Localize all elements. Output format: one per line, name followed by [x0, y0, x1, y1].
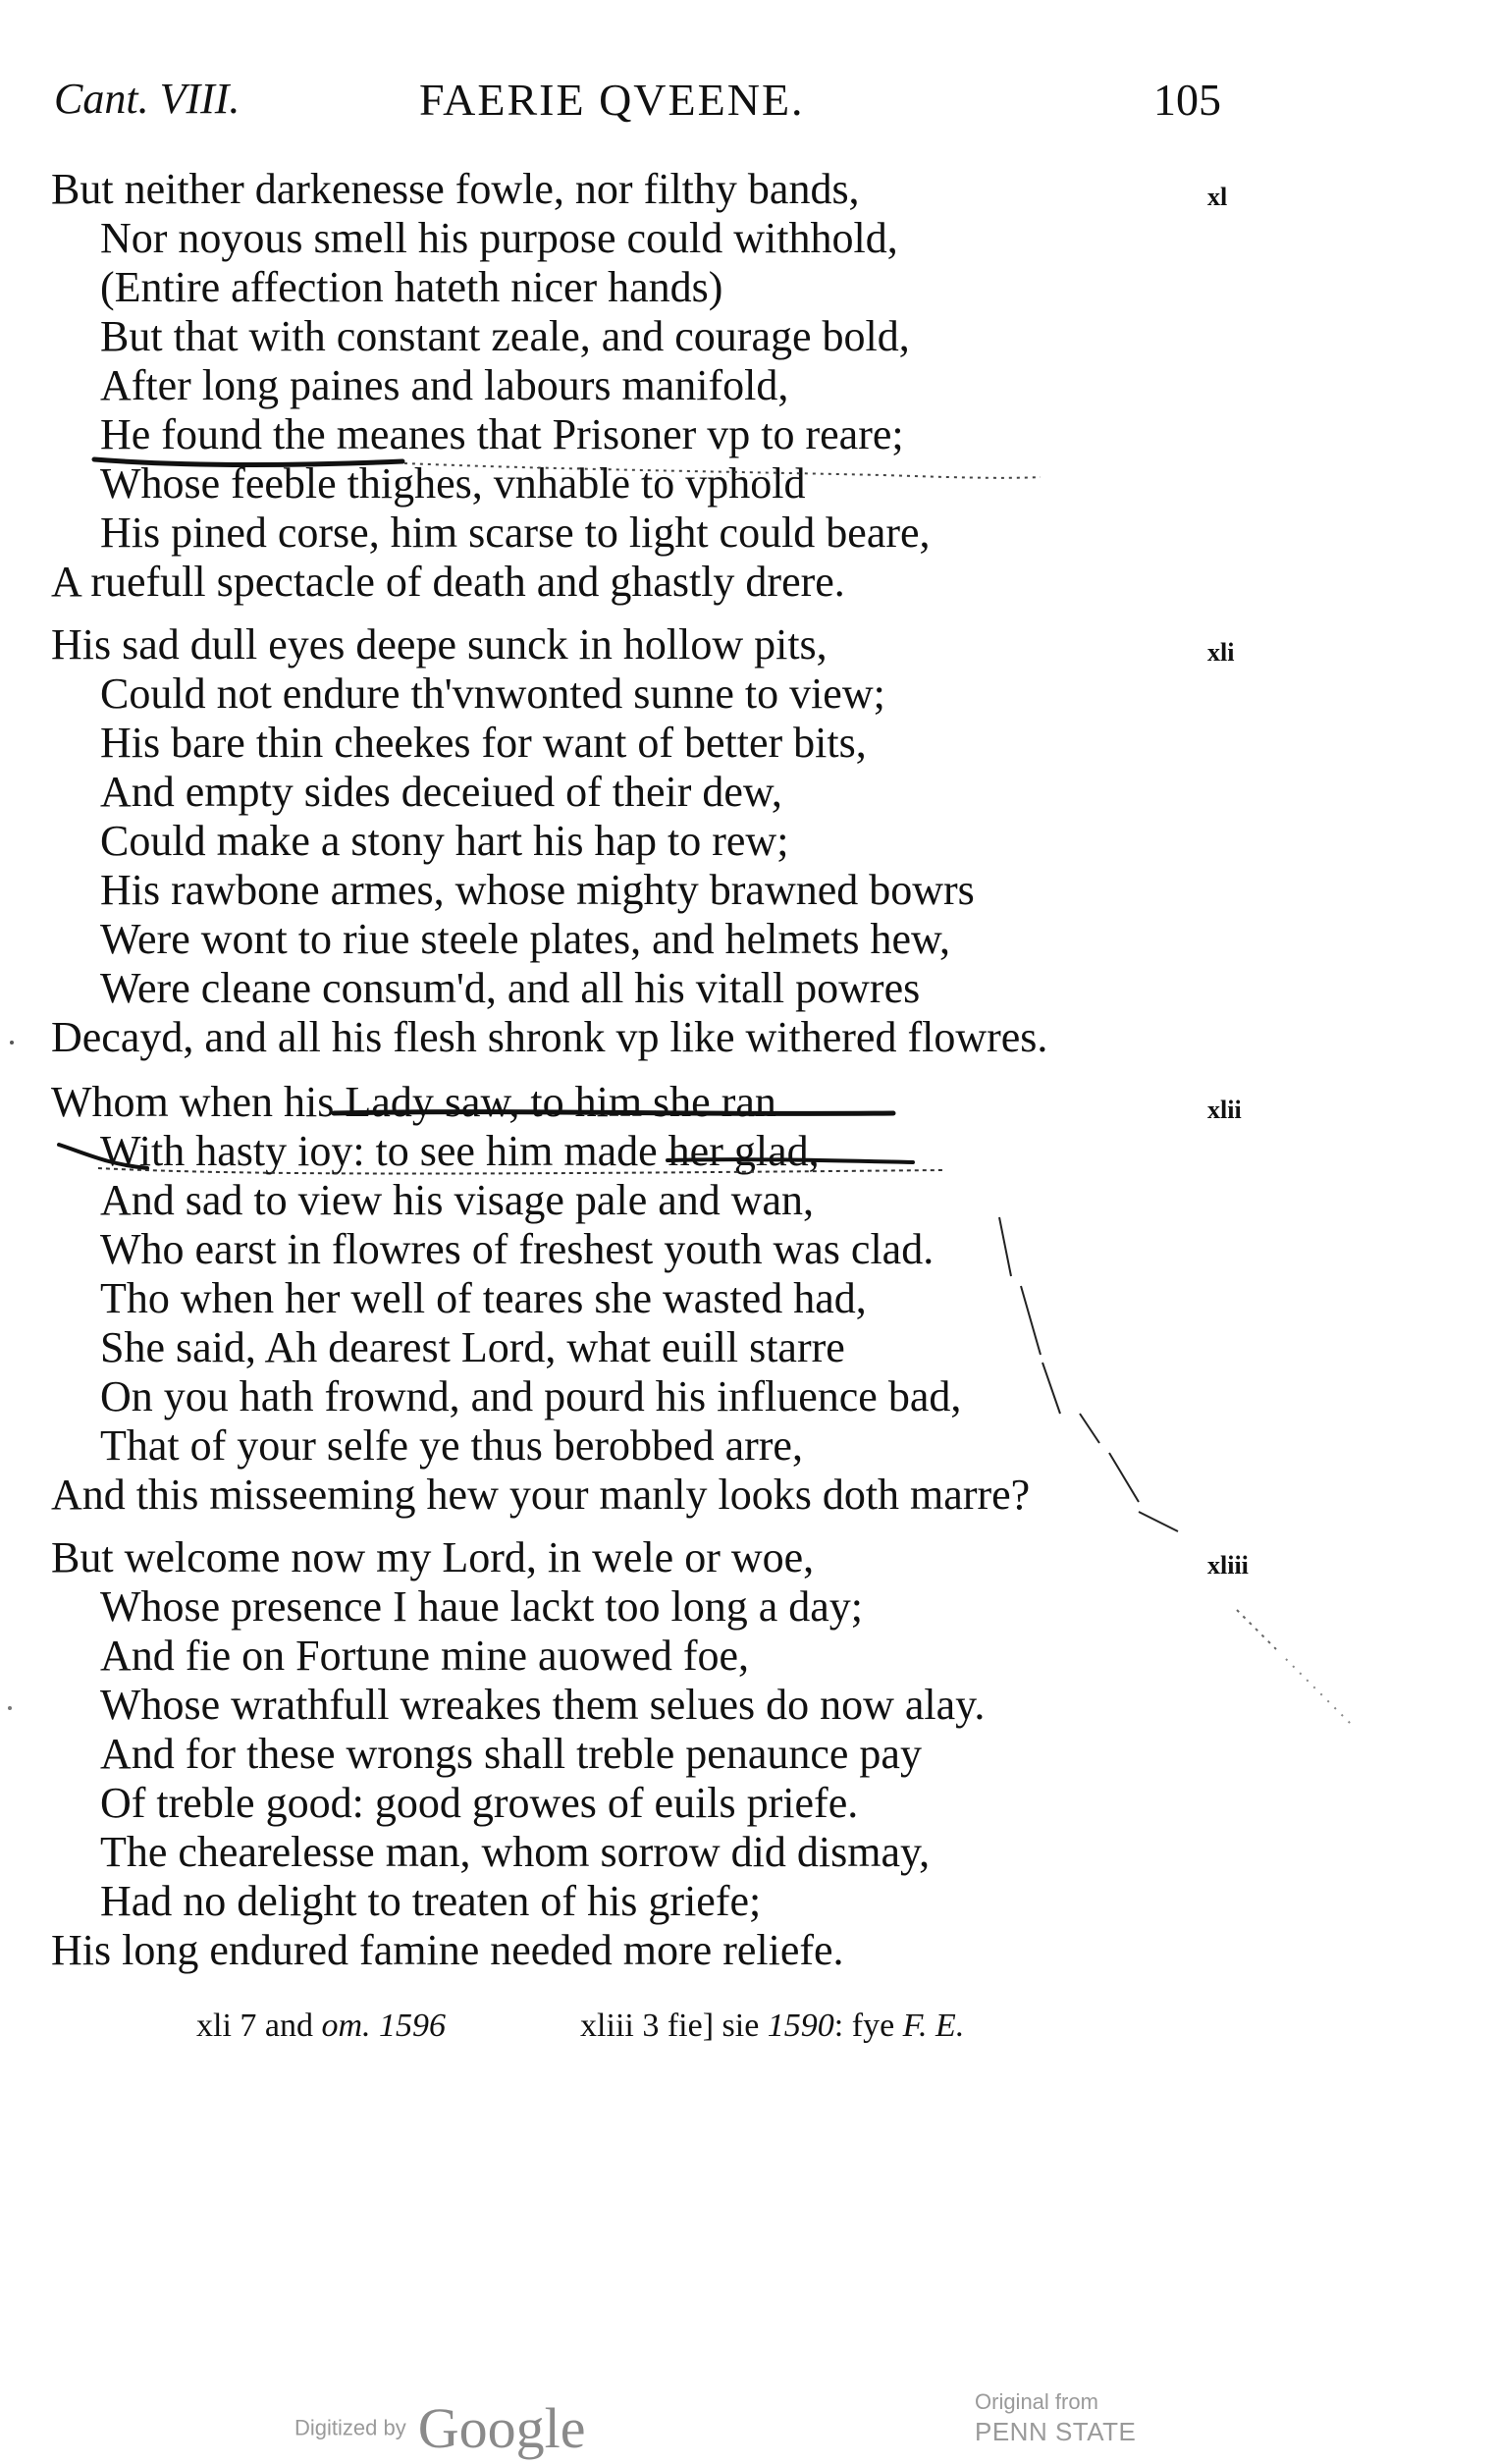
stanza-number: xlii	[1207, 1096, 1242, 1124]
verse-line: Could not endure th'vnwonted sunne to view;	[100, 670, 885, 718]
verse-line: Could make a stony hart his hap to rew;	[100, 817, 789, 865]
footnote-ref: xli 7 and	[196, 2008, 313, 2044]
digitized-by-mark	[294, 2395, 585, 2464]
pen-scratch	[1080, 1414, 1099, 1443]
verse-line: Decayd, and all his flesh shronk vp like withered flowres.	[51, 1013, 1048, 1061]
verse-line: Whose wrathfull wreakes them selues do now alay.	[100, 1681, 986, 1729]
footnote-variant: 1590	[767, 2008, 834, 2044]
verse-line: He found the meanes that Prisoner vp to reare;	[100, 410, 904, 458]
verse-line: Whom when his Lady saw, to him she ran	[51, 1078, 776, 1126]
pen-scratch	[1021, 1286, 1041, 1355]
textual-footnote	[196, 2008, 964, 2045]
stanza-number: xl	[1207, 183, 1228, 211]
verse-line: And for these wrongs shall treble penaunce pay	[100, 1730, 922, 1778]
verse-line: Were cleane consum'd, and all his vitall powres	[100, 964, 921, 1012]
verse-line: Whose feeble thighes, vnhable to vphold	[100, 459, 806, 508]
verse-line: (Entire affection hateth nicer hands)	[100, 263, 723, 311]
footnote-variant: om. 1596	[321, 2008, 447, 2044]
verse-line: Who earst in flowres of freshest youth was clad.	[100, 1225, 935, 1273]
verse-line: And empty sides deceiued of their dew,	[100, 768, 782, 816]
stanza-number: xli	[1207, 638, 1235, 667]
footnote-separator: :	[833, 2008, 844, 2044]
source-institution: PENN STATE	[975, 2417, 1137, 2446]
canto-label: Cant. VIII.	[54, 75, 240, 123]
verse-line: And this misseeming hew your manly looks doth marre?	[51, 1471, 1031, 1519]
page-number: 105	[1153, 75, 1221, 125]
verse-line: His sad dull eyes deepe sunck in hollow pits,	[51, 620, 828, 669]
verse-line: His long endured famine needed more reliefe.	[51, 1926, 844, 1974]
pen-scratch	[1286, 1659, 1355, 1728]
pen-scratch	[1109, 1453, 1139, 1502]
verse-line: After long paines and labours manifold,	[100, 361, 789, 409]
verse-line: Tho when her well of teares she wasted had,	[100, 1274, 867, 1322]
scan-speck	[8, 1706, 12, 1710]
verse-line: But welcome now my Lord, in wele or woe,	[51, 1533, 815, 1581]
verse-line: But that with constant zeale, and courage bold,	[100, 312, 910, 360]
scan-speck	[10, 1041, 14, 1045]
book-title: FAERIE QVEENE.	[419, 75, 805, 125]
pen-scratch	[1237, 1610, 1276, 1649]
verse-line: The chearelesse man, whom sorrow did dismay,	[100, 1828, 931, 1876]
pen-scratch	[1042, 1363, 1060, 1414]
verse-line: And sad to view his visage pale and wan,	[100, 1176, 815, 1224]
google-logo: Google	[417, 2396, 586, 2460]
original-from-label: Original from	[975, 2389, 1098, 2414]
verse-line: On you hath frownd, and pourd his influence bad,	[100, 1372, 962, 1420]
verse-line: And fie on Fortune mine auowed foe,	[100, 1632, 750, 1680]
verse-line: Whose presence I haue lackt too long a day;	[100, 1582, 864, 1631]
verse-line: A ruefull spectacle of death and ghastly drere.	[51, 558, 845, 606]
running-head	[54, 74, 1232, 133]
footnote-ref: xliii 3 fie] sie	[580, 2008, 760, 2044]
stanza-number: xliii	[1207, 1551, 1249, 1580]
verse-line: But neither darkenesse fowle, nor filthy bands,	[51, 165, 860, 213]
verse-line: His pined corse, him scarse to light could beare,	[100, 509, 931, 557]
footnote-variant: F. E.	[902, 2008, 965, 2044]
verse-line: With hasty ioy: to see him made her glad,	[100, 1127, 820, 1175]
verse-line: She said, Ah dearest Lord, what euill starre	[100, 1323, 845, 1371]
pen-scratch	[1139, 1512, 1178, 1531]
verse-line: Had no delight to treaten of his griefe;	[100, 1877, 762, 1925]
pen-scratch	[999, 1217, 1011, 1276]
verse-line: Nor noyous smell his purpose could withhold,	[100, 214, 898, 262]
original-source-mark	[975, 2387, 1136, 2446]
digitized-label: Digitized by	[294, 2415, 406, 2440]
verse-line: His rawbone armes, whose mighty brawned bowrs	[100, 866, 975, 914]
verse-line: Were wont to riue steele plates, and helmets hew,	[100, 915, 950, 963]
verse-line: His bare thin cheekes for want of better bits,	[100, 719, 867, 767]
verse-line: Of treble good: good growes of euils priefe.	[100, 1779, 859, 1827]
verse-line: That of your selfe ye thus berobbed arre,	[100, 1421, 803, 1470]
footnote-reading: fye	[851, 2008, 895, 2044]
